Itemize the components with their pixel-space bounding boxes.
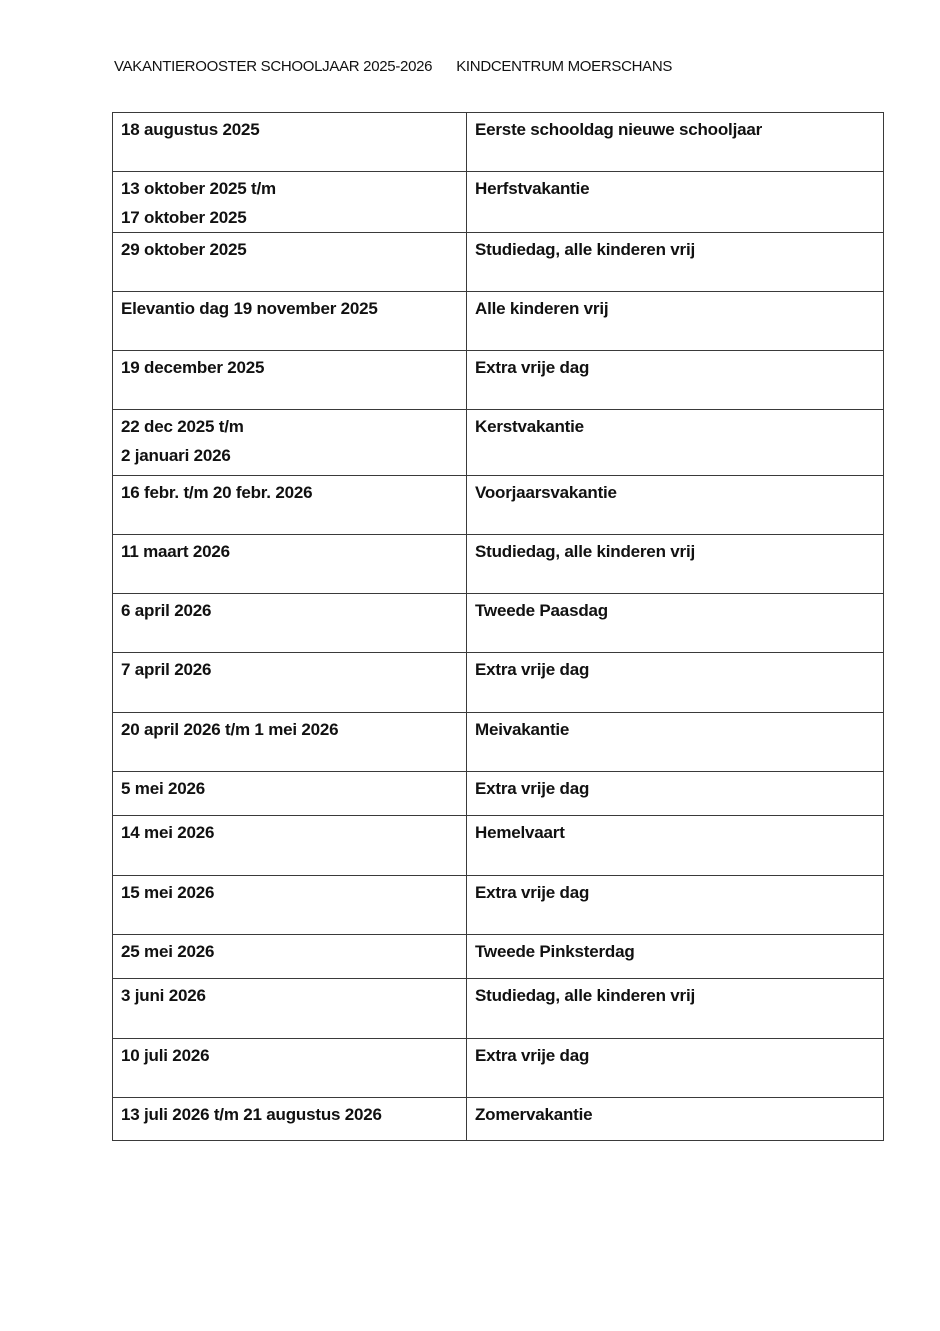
schedule-title: VAKANTIEROOSTER SCHOOLJAAR 2025-2026	[114, 58, 433, 75]
event-cell: Tweede Pinksterdag	[467, 935, 884, 979]
holiday-schedule-table	[112, 112, 884, 1141]
event-cell: Hemelvaart	[467, 816, 884, 876]
table-row	[113, 713, 884, 772]
table-row	[113, 292, 884, 351]
date-cell: 13 oktober 2025 t/m 17 oktober 2025	[113, 172, 467, 233]
school-name: KINDCENTRUM MOERSCHANS	[456, 58, 673, 75]
event-cell: Voorjaarsvakantie	[467, 476, 884, 535]
date-cell: 16 febr. t/m 20 febr. 2026	[113, 476, 467, 535]
document-header	[114, 58, 672, 75]
table-row	[113, 476, 884, 535]
event-cell: Extra vrije dag	[467, 1039, 884, 1098]
table-row	[113, 816, 884, 876]
date-cell: 3 juni 2026	[113, 979, 467, 1039]
date-cell: 25 mei 2026	[113, 935, 467, 979]
event-cell: Studiedag, alle kinderen vrij	[467, 979, 884, 1039]
date-cell: 6 april 2026	[113, 594, 467, 653]
date-cell: 18 augustus 2025	[113, 113, 467, 172]
date-cell: 7 april 2026	[113, 653, 467, 713]
table-row	[113, 1098, 884, 1141]
event-cell: Herfstvakantie	[467, 172, 884, 233]
table-row	[113, 594, 884, 653]
table-row	[113, 876, 884, 935]
table-row	[113, 935, 884, 979]
date-cell: 19 december 2025	[113, 351, 467, 410]
table-row	[113, 113, 884, 172]
table-row	[113, 979, 884, 1039]
table-row	[113, 233, 884, 292]
date-cell: 5 mei 2026	[113, 772, 467, 816]
table-row	[113, 172, 884, 233]
date-cell: 22 dec 2025 t/m 2 januari 2026	[113, 410, 467, 476]
table-row	[113, 653, 884, 713]
event-cell: Studiedag, alle kinderen vrij	[467, 535, 884, 594]
event-cell: Kerstvakantie	[467, 410, 884, 476]
date-cell: 13 juli 2026 t/m 21 augustus 2026	[113, 1098, 467, 1141]
event-cell: Extra vrije dag	[467, 653, 884, 713]
event-cell: Extra vrije dag	[467, 772, 884, 816]
event-cell: Studiedag, alle kinderen vrij	[467, 233, 884, 292]
event-cell: Zomervakantie	[467, 1098, 884, 1141]
date-cell: 14 mei 2026	[113, 816, 467, 876]
date-cell: 11 maart 2026	[113, 535, 467, 594]
event-cell: Extra vrije dag	[467, 876, 884, 935]
event-cell: Tweede Paasdag	[467, 594, 884, 653]
date-cell: Elevantio dag 19 november 2025	[113, 292, 467, 351]
date-cell: 20 april 2026 t/m 1 mei 2026	[113, 713, 467, 772]
date-cell: 15 mei 2026	[113, 876, 467, 935]
date-cell: 10 juli 2026	[113, 1039, 467, 1098]
event-cell: Meivakantie	[467, 713, 884, 772]
table-row	[113, 535, 884, 594]
table-row	[113, 410, 884, 476]
event-cell: Extra vrije dag	[467, 351, 884, 410]
table-row	[113, 772, 884, 816]
table-row	[113, 351, 884, 410]
date-cell: 29 oktober 2025	[113, 233, 467, 292]
table-row	[113, 1039, 884, 1098]
event-cell: Alle kinderen vrij	[467, 292, 884, 351]
event-cell: Eerste schooldag nieuwe schooljaar	[467, 113, 884, 172]
